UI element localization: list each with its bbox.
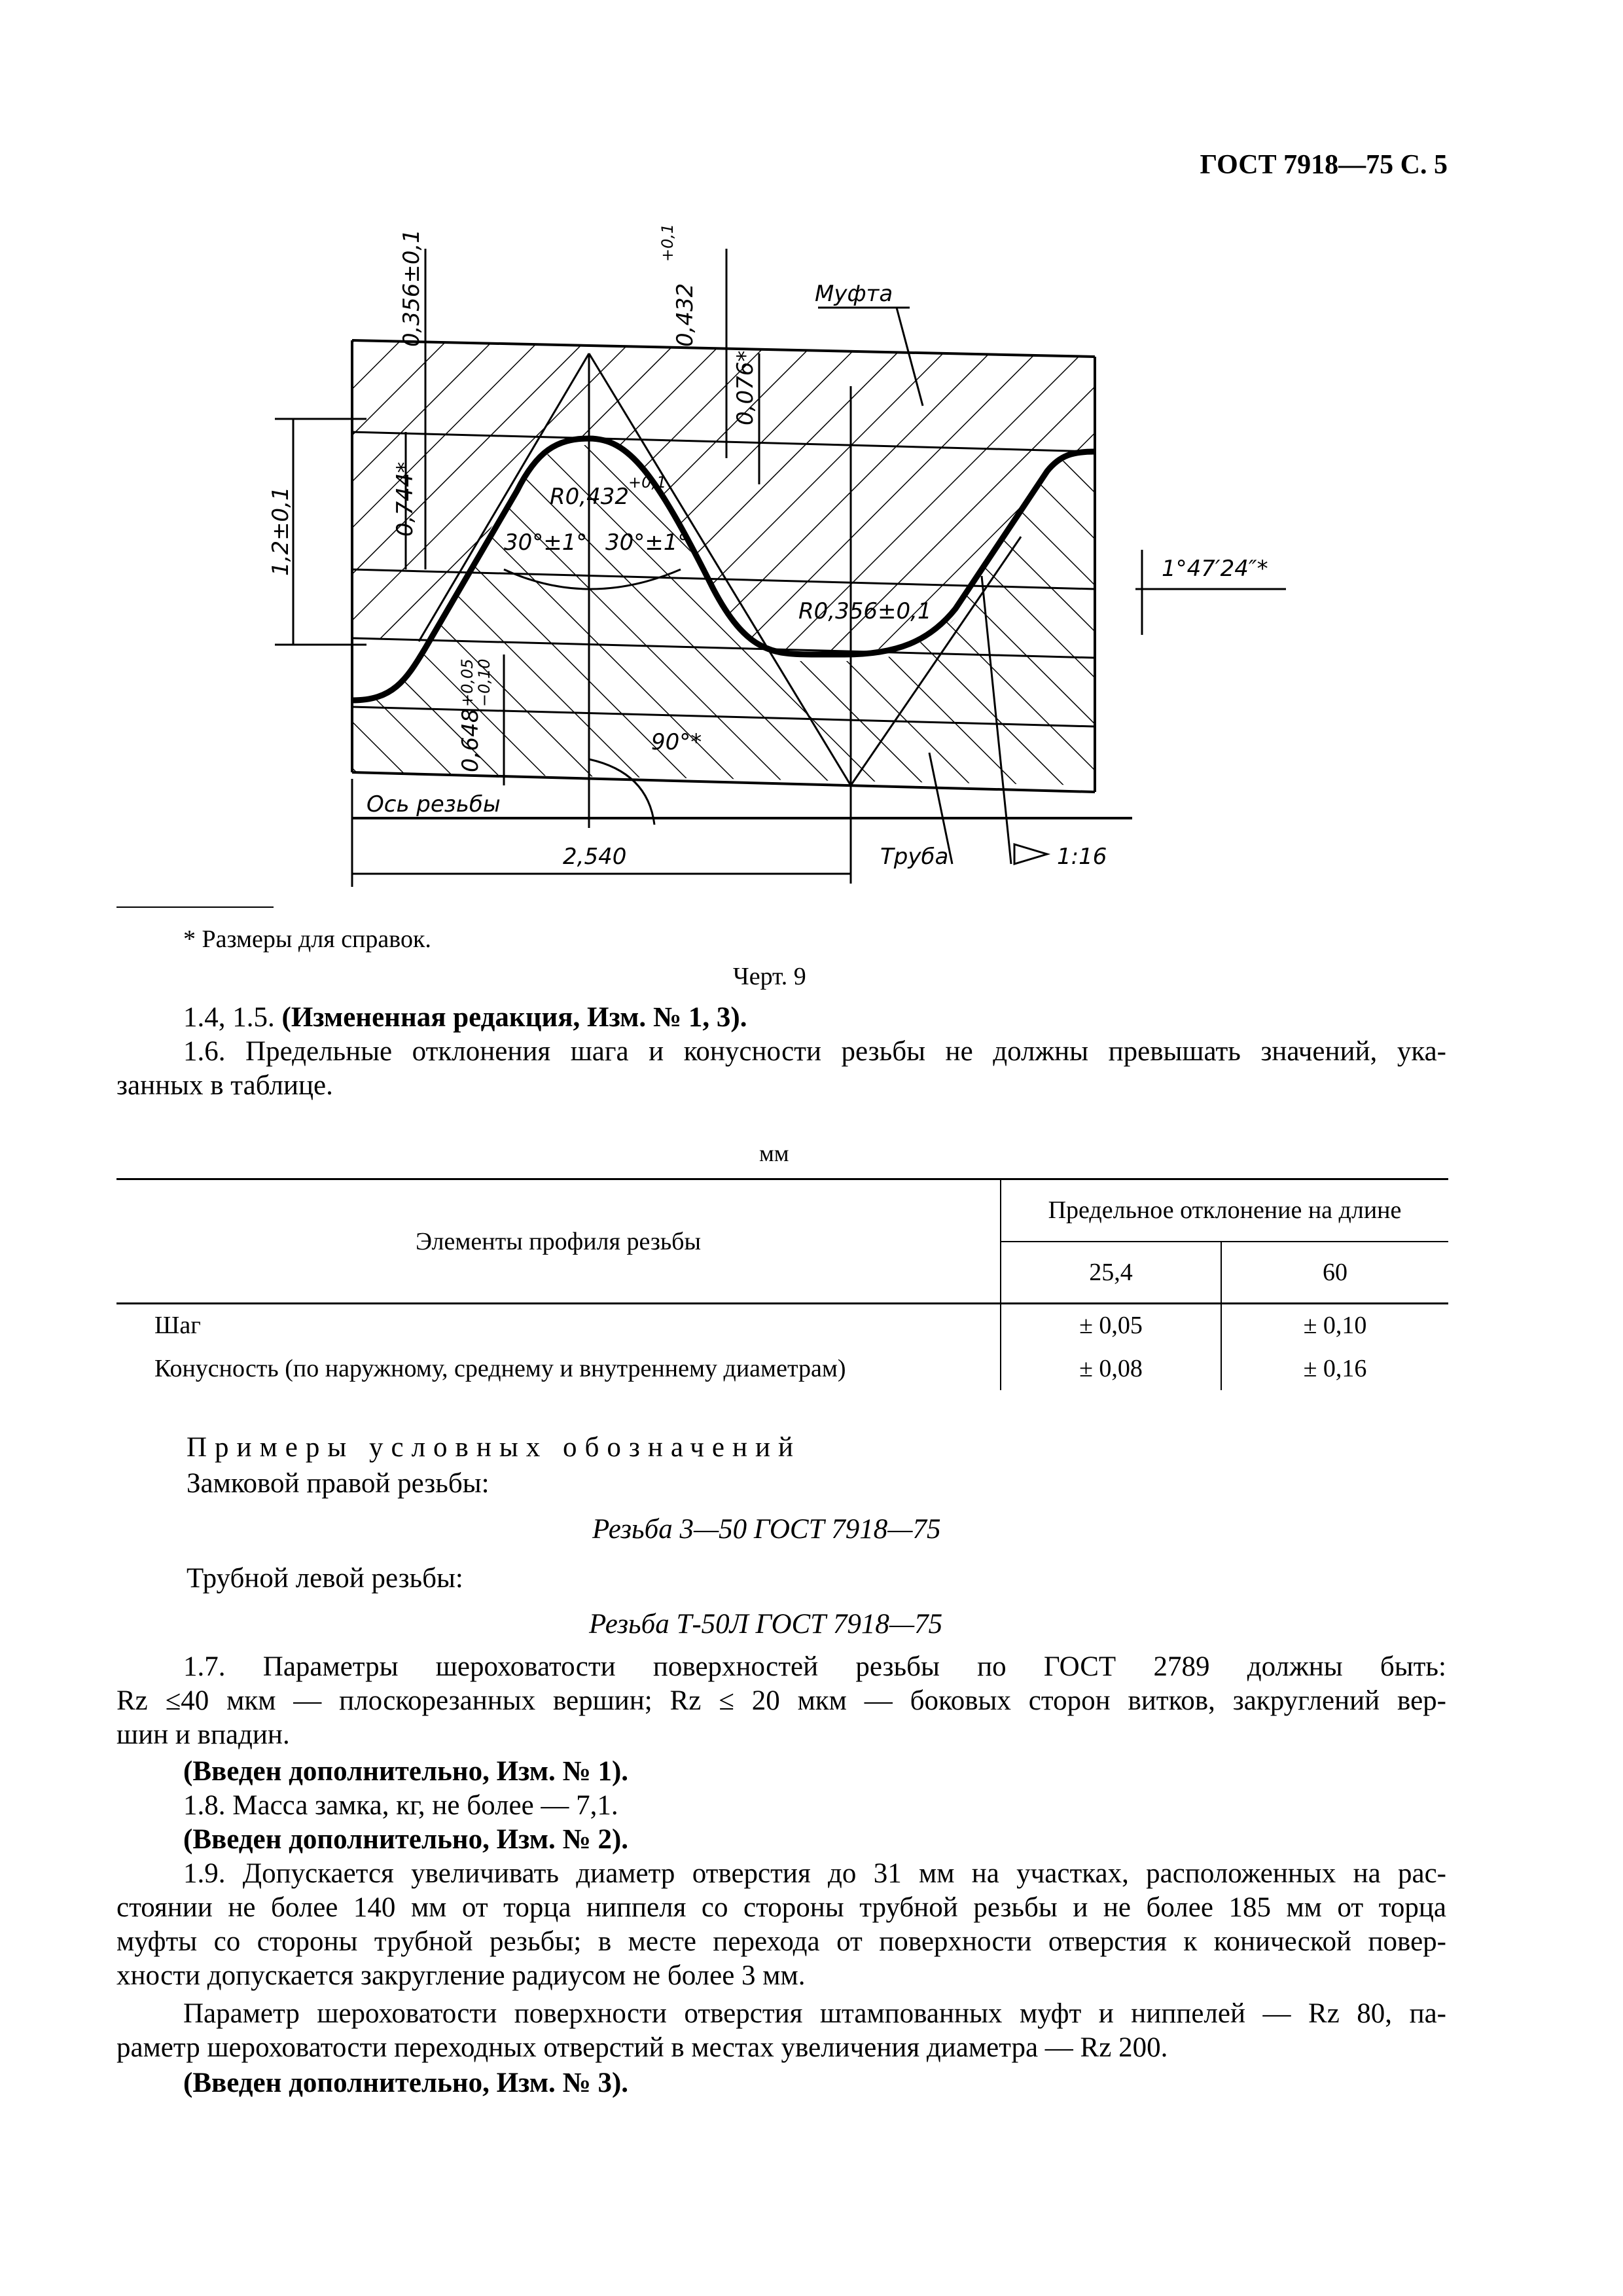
row-value-25: ± 0,05 (1001, 1304, 1221, 1347)
para-1-7-line1: 1.7. Параметры шероховатости поверхностей резьбы по ГОСТ 2789 должны быть: (183, 1651, 1446, 1682)
dim-0648-tol-upper: +0,05 (458, 658, 476, 707)
pipe-label: Труба (880, 844, 949, 870)
pipe-left-heading: Трубной левой резьбы: (187, 1563, 463, 1594)
dim-12-label: 1,2±0,1 (268, 486, 294, 576)
page-header: ГОСТ 7918—75 С. 5 (1200, 150, 1448, 180)
para-1-4 (183, 1000, 747, 1035)
para-1-9-line1: 1.9. Допускается увеличивать диаметр отверстия до 31 мм на участках, расположенных на рас- (183, 1858, 1446, 1889)
col-deviation-header: Предельное отклонение на длине (1001, 1179, 1448, 1242)
row-name: Конусность (по наружному, среднему и внутреннему диаметрам) (116, 1347, 1001, 1390)
para-1-9-line3: муфты со стороны трубной резьбы; в месте перехода от поверхности отверстия к конической повер- (116, 1926, 1446, 1957)
para-1-8: 1.8. Масса замка, кг, не более — 7,1. (183, 1790, 618, 1821)
dim-0432-tolerance: +0,1 (658, 223, 677, 262)
dim-0432-label: 0,432 (672, 283, 698, 347)
para-1-9-line4: хности допускается закругление радиусом не более 3 мм. (116, 1960, 806, 1991)
para-roughness-line1: Параметр шероховатости поверхности отверстия штампованных муфт и ниппелей — Rz 80, па- (183, 1998, 1446, 2029)
angle-right-label: 30°±1° (605, 529, 689, 556)
thread-profile-drawing (0, 0, 1623, 916)
taper-angle-label: 1°47′24″* (1162, 556, 1268, 582)
dim-0356-label: 0,356±0,1 (399, 229, 425, 347)
para-1-7-line3: шин и впадин. (116, 1719, 290, 1750)
para-1-7-line2: Rz ≤40 мкм — плоскорезанных вершин; Rz ≤ 20 мкм — боковых сторон витков, закруглений вер- (116, 1685, 1446, 1716)
amendment-3: (Введен дополнительно, Изм. № 3). (183, 2068, 629, 2098)
amendment-2: (Введен дополнительно, Изм. № 2). (183, 1824, 629, 1855)
para-1-6-line2: занных в таблице. (116, 1070, 333, 1101)
amendment-1: (Введен дополнительно, Изм. № 1). (183, 1756, 629, 1787)
angle-left-label: 30°±1° (504, 529, 588, 556)
footnote: * Размеры для справок. (183, 925, 431, 953)
table-row (116, 1304, 1448, 1347)
r0432-tolerance: +0,1 (628, 473, 667, 492)
taper-label: 1:16 (1057, 844, 1107, 870)
lock-right-heading: Замковой правой резьбы: (187, 1468, 490, 1499)
subcol-60: 60 (1221, 1242, 1448, 1304)
dim-0744-label: 0,744* (392, 461, 418, 537)
lock-example: Резьба 3—50 ГОСТ 7918—75 (592, 1514, 941, 1545)
para-1-9-line2: стоянии не более 140 мм от торца ниппеля со стороны трубной резьбы и не более 185 мм от торца (116, 1892, 1446, 1923)
para-roughness-line2: раметр шероховатости переходных отверстий в местах увеличения диаметра — Rz 200. (116, 2032, 1168, 2063)
deviation-table (116, 1178, 1448, 1390)
taper-triangle-icon (1014, 844, 1047, 864)
para-1-6-line1: 1.6. Предельные отклонения шага и конусности резьбы не должны превышать значений, ука- (183, 1036, 1446, 1067)
pipe-example: Резьба Т-50Л ГОСТ 7918—75 (589, 1609, 943, 1640)
row-value-60: ± 0,10 (1303, 1312, 1367, 1340)
table-row (116, 1347, 1448, 1390)
figure-caption: Черт. 9 (733, 963, 806, 990)
angle-90-label: 90°* (651, 729, 702, 755)
table-unit: мм (759, 1140, 789, 1166)
subcol-25: 25,4 (1001, 1242, 1221, 1304)
row-value-25: ± 0,08 (1001, 1347, 1221, 1390)
para-1-4-amendment: (Измененная редакция, Изм. № 1, 3). (281, 1002, 747, 1033)
coupling-label: Муфта (815, 281, 893, 307)
r0432-label: R0,432 (550, 484, 629, 510)
row-name: Шаг (116, 1304, 1001, 1347)
thread-axis-label: Ось резьбы (366, 791, 501, 817)
col-elements-header: Элементы профиля резьбы (116, 1179, 1001, 1304)
dim-0648-label: 0,648 (457, 708, 484, 772)
r0356-label: R0,356±0,1 (798, 598, 932, 624)
para-1-4-number: 1.4, 1.5. (183, 1002, 275, 1033)
row-value-60: ± 0,16 (1303, 1354, 1367, 1382)
footnote-rule (116, 906, 274, 908)
dim-0648-tol-lower: −0,10 (475, 658, 493, 707)
examples-title: Примеры условных обозначений (187, 1432, 801, 1463)
dim-0076-label: 0,076* (732, 350, 758, 425)
pitch-label: 2,540 (563, 844, 627, 870)
